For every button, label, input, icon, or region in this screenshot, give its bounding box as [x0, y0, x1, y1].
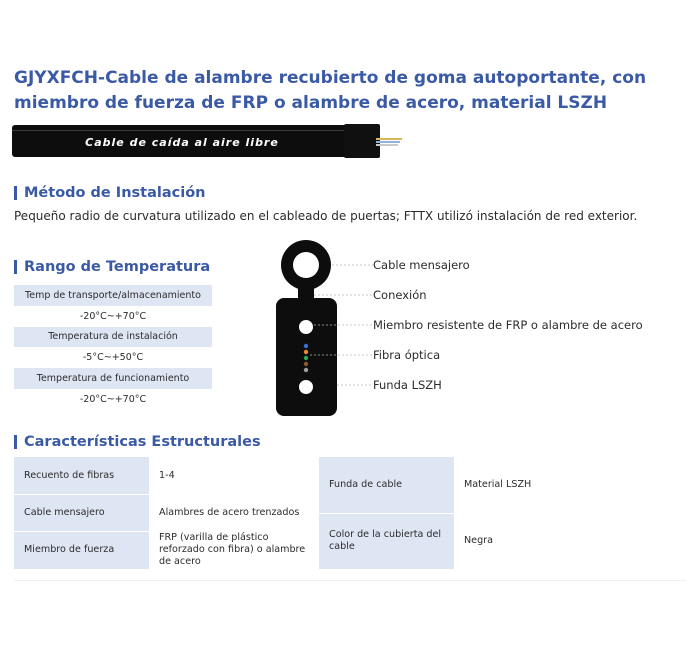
struct-value-messenger: Alambres de acero trenzados: [149, 494, 319, 531]
messenger-wire: [293, 252, 319, 278]
row-divider: [14, 494, 319, 495]
heading-bar: [14, 186, 17, 200]
label-messenger: Cable mensajero: [373, 258, 470, 272]
struct-value-sheath: Material LSZH: [454, 457, 648, 513]
installation-heading-text: Método de Instalación: [24, 185, 206, 201]
temperature-table: [14, 285, 212, 410]
label-connection: Conexión: [373, 288, 427, 302]
struct-label-sheath-color: Color de la cubierta del cable: [319, 513, 454, 569]
temp-label-installation: Temperatura de instalación: [14, 327, 212, 348]
structure-table: [14, 457, 648, 569]
structure-heading-text: Características Estructurales: [24, 434, 261, 450]
struct-label-strength-member: Miembro de fuerza: [14, 531, 149, 569]
row-divider: [14, 531, 319, 532]
label-strength-member: Miembro resistente de FRP o alambre de acero: [373, 318, 643, 332]
strength-member-top: [299, 320, 313, 334]
heading-bar: [14, 260, 17, 274]
cable-banner-text: Cable de caída al aire libre: [85, 136, 279, 149]
struct-value-fiber-count: 1-4: [149, 457, 319, 494]
temperature-heading-text: Rango de Temperatura: [24, 259, 211, 275]
struct-label-messenger: Cable mensajero: [14, 494, 149, 531]
installation-text: Pequeño radio de curvatura utilizado en el cableado de puertas; FTTX utilizó instalación de red exterior.: [14, 209, 638, 223]
fiber-orange: [304, 350, 308, 354]
fiber-brown: [304, 362, 308, 366]
struct-value-strength-member: FRP (varilla de plástico reforzado con fibra) o alambre de acero: [149, 531, 319, 569]
cable-cross-section: [268, 238, 378, 420]
strength-member-bottom: [299, 380, 313, 394]
struct-value-sheath-color: Negra: [454, 513, 648, 569]
structure-heading: [14, 434, 261, 450]
row-divider: [319, 513, 648, 514]
heading-bar: [14, 435, 17, 449]
page-title: GJYXFCH-Cable de alambre recubierto de goma autoportante, con miembro de fuerza de FRP o alambre de acero, material LSZH: [14, 68, 647, 113]
temperature-heading: [14, 259, 210, 275]
cable-illustration: [12, 122, 402, 160]
bottom-divider: [14, 580, 686, 581]
temp-value-transport: -20°C~+70°C: [14, 306, 212, 327]
temp-value-operation: -20°C~+70°C: [14, 389, 212, 410]
label-optical-fiber: Fibra óptica: [373, 348, 441, 362]
fiber-green: [304, 356, 308, 360]
temp-label-transport: Temp de transporte/almacenamiento: [14, 285, 212, 306]
label-lszh-sheath: Funda LSZH: [373, 378, 442, 392]
struct-label-sheath: Funda de cable: [319, 457, 454, 513]
struct-label-fiber-count: Recuento de fibras: [14, 457, 149, 494]
installation-heading: [14, 185, 205, 201]
temp-label-operation: Temperatura de funcionamiento: [14, 368, 212, 389]
fiber-grey: [304, 368, 308, 372]
temp-value-installation: -5°C~+50°C: [14, 347, 212, 368]
fiber-blue: [304, 344, 308, 348]
